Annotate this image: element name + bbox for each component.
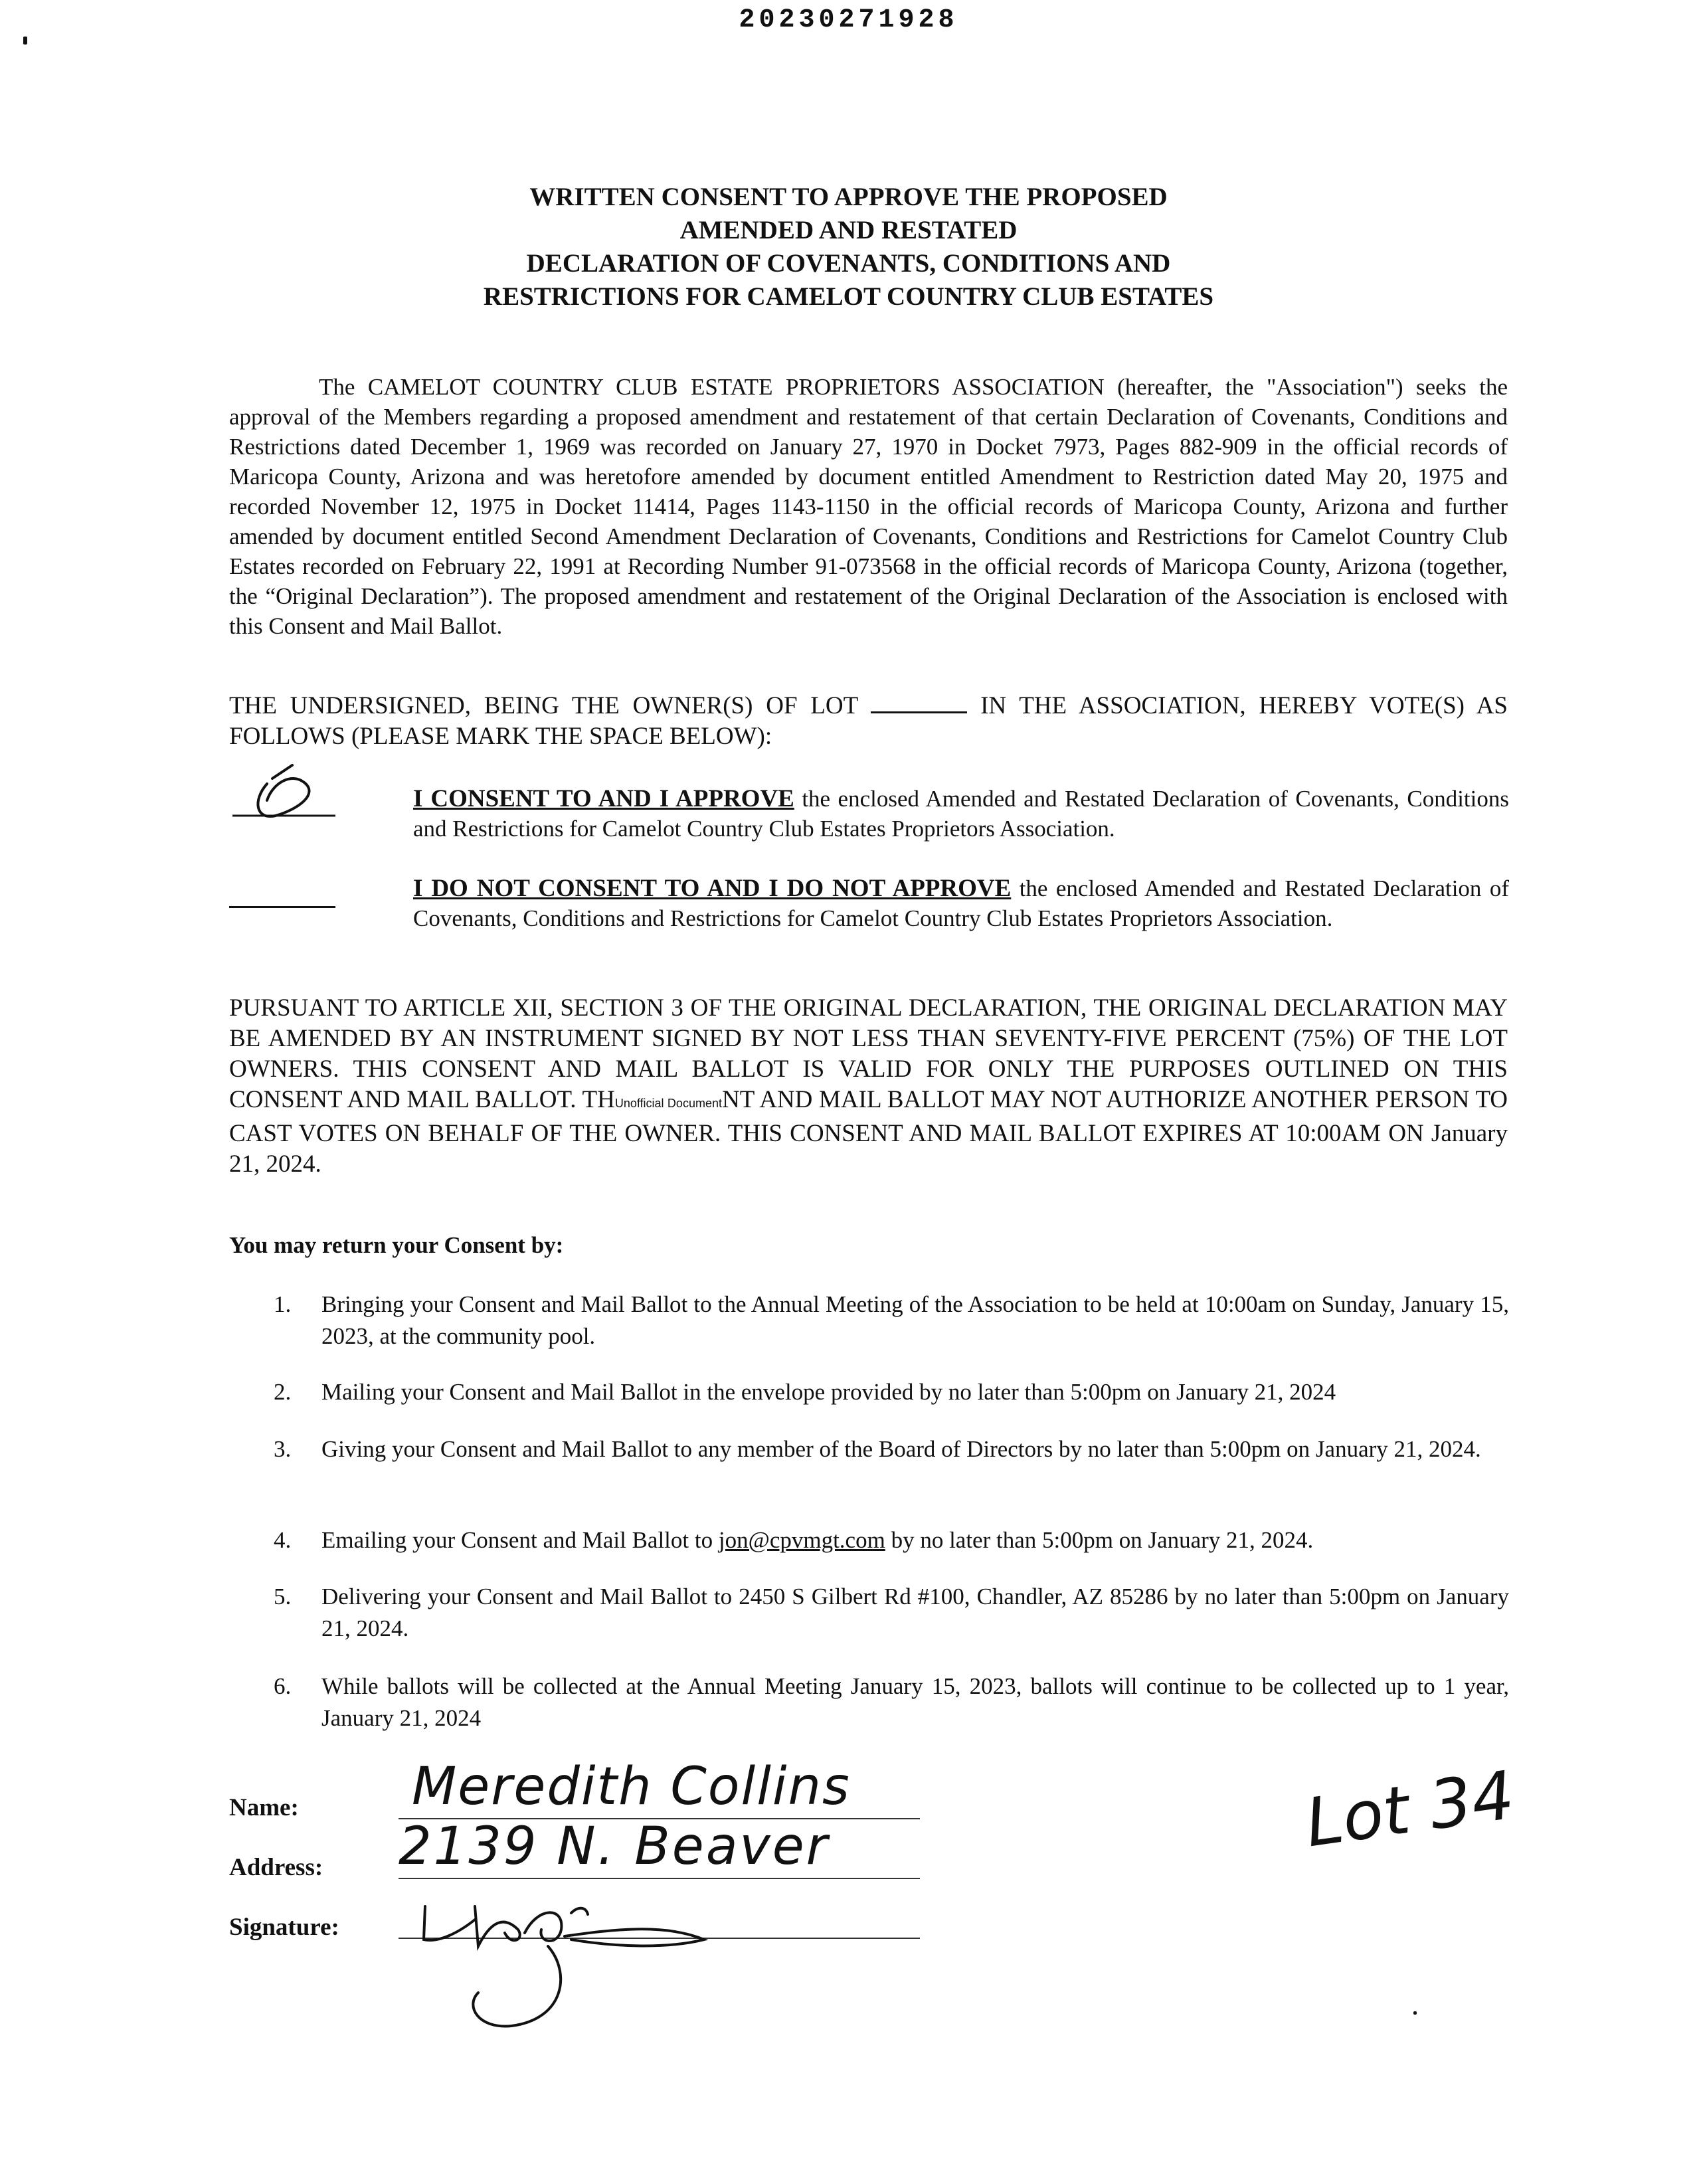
option-consent — [413, 784, 1509, 844]
return-item — [274, 1671, 1509, 1734]
return-item-text: Giving your Consent and Mail Ballot to any member of the Board of Directors by no later than 5:00pm on January 21, 2024. — [321, 1436, 1481, 1462]
handwritten-name: Meredith Collins — [412, 1757, 851, 1817]
return-item-text: Mailing your Consent and Mail Ballot in the envelope provided by no later than 5:00pm on January 21, 2024 — [321, 1379, 1336, 1405]
pursuant-part-2: NT AND MAIL BALLOT MAY NOT AUTHORIZE ANOTHER PERSON TO CAST VOTES ON BEHALF OF THE OWNER. THIS CONSENT AND MAIL BALLOT EXPIRES AT 10:00AM ON January 21, 2024. — [229, 1086, 1508, 1178]
return-heading: You may return your Consent by: — [229, 1232, 564, 1258]
unofficial-document-watermark: Unofficial Document — [614, 1097, 722, 1110]
pursuant-paragraph — [229, 993, 1508, 1180]
consent-mark-handwritten[interactable] — [226, 764, 345, 830]
return-item — [274, 1289, 1509, 1352]
scan-speck — [23, 37, 27, 45]
return-item-text: While ballots will be collected at the Annual Meeting January 15, 2023, ballots will continue to be collected up to 1 year, January 21, 2024 — [321, 1673, 1509, 1731]
return-item — [274, 1433, 1509, 1465]
handwritten-lot-note: Lot 34 — [1300, 1756, 1519, 1863]
return-item-number: 5. — [274, 1584, 292, 1609]
address-field-line[interactable] — [399, 1876, 920, 1879]
email-item-after: by no later than 5:00pm on January 21, 2024. — [885, 1527, 1314, 1553]
return-item — [274, 1376, 1509, 1408]
return-item-text: Delivering your Consent and Mail Ballot to 2450 S Gilbert Rd #100, Chandler, AZ 85286 by no later than 5:00pm on January 21, 2024. — [321, 1584, 1509, 1641]
name-label: Name: — [229, 1794, 299, 1821]
address-label: Address: — [229, 1854, 323, 1881]
title-line-4: RESTRICTIONS FOR CAMELOT COUNTRY CLUB ESTATES — [483, 282, 1214, 311]
undersigned-statement — [229, 691, 1508, 752]
email-item-before: Emailing your Consent and Mail Ballot to — [321, 1527, 719, 1553]
document-title — [0, 181, 1697, 314]
email-link[interactable]: jon@cpvmgt.com — [718, 1527, 885, 1553]
return-item — [274, 1524, 1509, 1556]
signature-label: Signature: — [229, 1914, 339, 1941]
title-line-3: DECLARATION OF COVENANTS, CONDITIONS AND — [526, 249, 1171, 278]
return-item-number: 2. — [274, 1379, 292, 1405]
option-do-not-consent-text: the enclosed Amended and Restated Declaration of Covenants, Conditions and Restrictions for Camelot Country Club Estates Proprietors Association. — [413, 875, 1510, 931]
title-line-1: WRITTEN CONSENT TO APPROVE THE PROPOSED — [529, 183, 1168, 211]
return-item-number: 6. — [274, 1673, 292, 1699]
return-item-number: 3. — [274, 1436, 292, 1462]
handwritten-address: 2139 N. Beaver — [399, 1817, 830, 1876]
option-consent-lead: I CONSENT TO AND I APPROVE — [413, 785, 794, 812]
lot-number-blank[interactable] — [871, 691, 967, 713]
option-do-not-consent — [413, 873, 1509, 933]
return-item — [274, 1581, 1509, 1645]
return-item-text: Bringing your Consent and Mail Ballot to the Annual Meeting of the Association to be held at 10:00am on Sunday, January 15, 2023, at the community pool. — [321, 1291, 1509, 1349]
recording-number: 20230271928 — [739, 5, 958, 35]
return-item-number: 1. — [274, 1291, 292, 1317]
do-not-consent-mark-line[interactable] — [229, 906, 335, 908]
undersigned-before: THE UNDERSIGNED, BEING THE OWNER(S) OF LOT — [229, 692, 858, 719]
intro-paragraph: The CAMELOT COUNTRY CLUB ESTATE PROPRIETORS ASSOCIATION (hereafter, the "Association") seeks the approval of the Members regarding a proposed amendment and restatement of that certain Declaration of Covenants, Conditions and Restrictions dated December 1, 1969 was recorded on January 27, 1970 in Docket 7973, Pages 882-909 in the official records of Maricopa County, Arizona and was heretofore amended by document entitled Amendment to Restriction dated May 20, 1975 and recorded November 12, 1975 in Docket 11414, Pages 1143-1150 in the official records of Maricopa County, Arizona and further amended by document entitled Second Amendment Declaration of Covenants, Conditions and Restrictions for Camelot Country Club Estates recorded on February 22, 1991 at Recording Number 91-073568 in the official records of Maricopa County, Arizona (together, the “Original Declaration”). The proposed amendment and restatement of the Original Declaration of the Association is enclosed with this Consent and Mail Ballot. — [229, 374, 1508, 639]
undersigned-after: IN THE ASSOCIATION, HEREBY VOTE(S) AS FOLLOWS (PLEASE MARK THE SPACE BELOW): — [229, 692, 1508, 750]
return-item-number: 4. — [274, 1527, 292, 1553]
pursuant-part-1: PURSUANT TO ARTICLE XII, SECTION 3 OF THE ORIGINAL DECLARATION, THE ORIGINAL DECLARATION MAY BE AMENDED BY AN INSTRUMENT SIGNED BY NOT LESS THAN SEVENTY-FIVE PERCENT (75%) OF THE LOT OWNERS. THIS CONSENT AND MAIL BALLOT IS VALID FOR ONLY THE PURPOSES OUTLINED ON THIS CONSENT AND MAIL BALLOT. TH — [229, 994, 1508, 1113]
handwritten-signature — [412, 1893, 784, 2039]
option-do-not-consent-lead: I DO NOT CONSENT TO AND I DO NOT APPROVE — [413, 875, 1012, 902]
return-item-text — [321, 1524, 1509, 1556]
title-line-2: AMENDED AND RESTATED — [679, 216, 1018, 244]
scan-speck — [1413, 2011, 1417, 2015]
option-consent-text: the enclosed Amended and Restated Declaration of Covenants, Conditions and Restrictions for Camelot Country Club Estates Proprietors Association. — [413, 786, 1509, 842]
